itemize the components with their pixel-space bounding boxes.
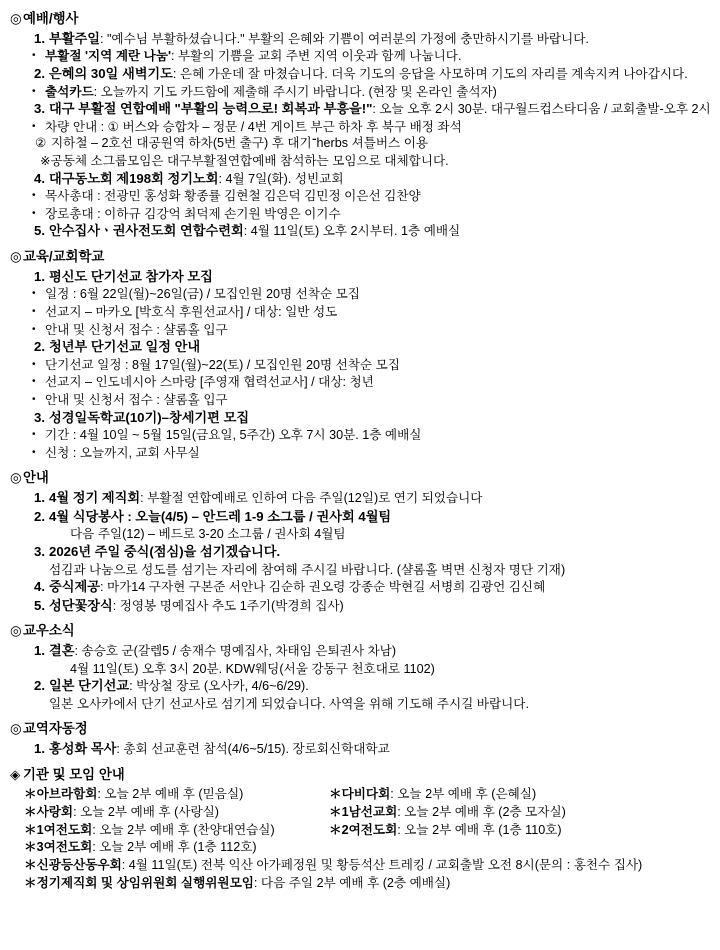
section-education [10, 248, 712, 461]
detail-line: 다음 주일(12) – 베드로 3-20 소그룹 / 권사회 4월팀 [70, 527, 346, 542]
section-heading: ◎교우소식 [10, 623, 75, 639]
list-item: 5. 성단꽃장식: 정영봉 명예집사 추도 1주기(박경희 집사) [34, 597, 344, 613]
sub-item: • 목사총대 : 전광민 홍성화 황종률 김현철 김은덕 김민정 이은선 김찬양 [32, 189, 421, 204]
bullet-icon: • [32, 323, 36, 335]
detail-line: 4월 11일(토) 오후 3시 20분. KDW웨딩(서울 강동구 천호대로 1102) [70, 661, 435, 676]
list-item: 1. 4월 정기 제직회: 부활절 연합예배로 인하여 다음 주일(12일)로 연기 되었습니다 [34, 490, 483, 506]
list-item: 3. 대구 부활절 연합예배 "부활의 능력으로! 회복과 부흥을!": 오늘 오후 2시 30분. 대구월드컵스타디움 / 교회출발-오후 2시 [34, 101, 711, 117]
list-item: 5. 안수집사ㆍ권사전도회 연합수련회: 4월 11일(토) 오후 2시부터. 1층 예배실 [34, 223, 461, 239]
section-organizations [10, 766, 712, 891]
org-row: ＊1여전도회 : 오늘 2부 예배 후 (찬양대연습실) ＊2여전도회 : 오늘 2부 예배 후 (1층 110호) [24, 822, 562, 837]
list-item: 4. 대구동노회 제198회 정기노회: 4월 7일(화). 성빈교회 [34, 170, 344, 186]
diamond-icon: ◎ [10, 721, 22, 737]
circled-number-icon: ② [35, 136, 47, 151]
sub-item: • 출석카드: 오늘까지 기도 카드함에 제출해 주시기 바랍니다. (현장 및 온라인 출석자) [32, 84, 497, 99]
sub-item: • 기간 : 4월 10일 ~ 5월 15일(금요일, 5주간) 오후 7시 30분. 1층 예배실 [32, 428, 422, 443]
list-item: 2. 4월 식당봉사 : 오늘(4/5) – 안드레 1-9 소그룹 / 권사회 4월팀 [34, 508, 392, 524]
bullet-icon: • [32, 120, 36, 132]
sub-item: • 안내 및 신청서 접수 : 샬롬홀 입구 [32, 392, 228, 407]
bullet-icon: • [32, 393, 36, 405]
org-row: ＊사랑회 : 오늘 2부 예배 후 (사랑실) ＊1남선교회 : 오늘 2부 예배 후 (2층 모자실) [24, 805, 566, 820]
diamond-filled-icon: ◈ [10, 766, 21, 782]
diamond-icon: ◎ [10, 623, 22, 639]
bullet-icon: • [32, 50, 36, 62]
section-heading: ◎교역자동정 [10, 721, 88, 737]
detail-line: 섬김과 나눔으로 성도를 섬기는 자리에 참여해 주시길 바랍니다. (샬롬홀 벽면 신청자 명단 기재) [49, 562, 566, 577]
section-heading: ◎교육/교회학교 [10, 249, 105, 264]
list-item: 2. 청년부 단기선교 일정 안내 [34, 339, 201, 355]
section-heading: ◎안내 [10, 470, 49, 486]
list-item: 1. 평신도 단기선교 참가자 모집 [34, 268, 213, 284]
diamond-icon: ◎ [10, 470, 22, 486]
org-row: ＊3여전도회 : 오늘 2부 예배 후 (1층 112호) [24, 840, 257, 855]
org-row: ＊정기제직회 및 상임위원회 실행위원모임 : 다음 주일 2부 예배 후 (2층 예배실) [24, 875, 451, 890]
diamond-icon: ◎ [10, 11, 22, 26]
org-row: ＊신광등산동우회 : 4월 11일(토) 전북 익산 아가페정원 및 황등석산 트레킹 / 교회출발 오전 8시(문의 : 홍천수 집사) [24, 857, 643, 872]
section-worship [10, 10, 712, 240]
sub-item: • 단기선교 일정 : 8월 17일(월)~22(토) / 모집인원 20명 선착순 모집 [32, 357, 400, 372]
diamond-icon: ◎ [10, 249, 22, 264]
sub-item: • 일정 : 6월 22일(월)~26일(금) / 모집인원 20명 선착순 모집 [32, 287, 360, 302]
sub-item: • 차량 안내 : ① 버스와 승합차 – 정문 / 4번 게이트 부근 하차 후 북구 배정 좌석 [32, 119, 462, 134]
list-item: 2. 은혜의 30일 새벽기도: 은혜 가운데 잘 마쳤습니다. 더욱 기도의 응답을 사모하며 기도의 자리를 계속지켜 나아갑시다. [34, 65, 688, 81]
section-notice [10, 469, 712, 614]
bullet-icon: • [32, 358, 36, 370]
bullet-icon: • [32, 85, 36, 97]
list-item: 3. 2026년 주일 중식(점심)을 섬기겠습니다. [34, 543, 281, 559]
list-item: 2. 일본 단기선교: 박상철 장로 (오사카, 4/6~6/29). [34, 678, 309, 694]
bullet-icon: • [32, 288, 36, 300]
org-row: ＊아브라함회 : 오늘 2부 예배 후 (믿음실) ＊다비다회 : 오늘 2부 예배 후 (은혜실) [24, 787, 537, 802]
bullet-icon: • [32, 305, 36, 317]
list-item: 1. 부활주일: "예수님 부활하셨습니다." 부활의 은혜와 기쁨이 여러분의 가정에 충만하시기를 바랍니다. [34, 30, 589, 46]
sub-item: • 선교지 – 마카오 [박호식 후원선교사] / 대상: 일반 성도 [32, 304, 338, 319]
sub-item: • 신청 : 오늘까지, 교회 사무실 [32, 445, 200, 460]
list-item: 1. 홍성화 목사: 총회 선교훈련 참석(4/6~5/15). 장로회신학대학교 [34, 741, 390, 757]
bullet-icon: • [32, 429, 36, 441]
sub-item: • 장로총대 : 이하규 김강억 최덕제 손기원 박영은 이기수 [32, 206, 341, 221]
list-item: 1. 결혼: 송승호 군(갈렙5 / 송재수 명예집사, 차태임 은퇴권사 차남) [34, 643, 397, 659]
section-heading: ◈ 기관 및 모임 안내 [10, 766, 125, 782]
sub-item: ② 지하철 – 2호선 대공원역 하차(5번 출구) 후 대기־herbs 셔틀버스 이용 [35, 136, 429, 151]
list-item: 3. 성경일독학교(10기)–창세기편 모집 [34, 409, 250, 425]
bullet-icon: • [32, 190, 36, 202]
note-text: ※공동체 소그룹모임은 대구부활절연합예배 참석하는 모임으로 대체합니다. [40, 153, 449, 168]
sub-item: • 부활절 '지역 계란 나눔': 부활의 기쁨을 교회 주변 지역 이웃과 함께 나눕니다. [32, 49, 462, 64]
section-pastor-news [10, 720, 712, 757]
section-fellowship [10, 622, 712, 712]
bullet-icon: • [32, 207, 36, 219]
list-item: 4. 중식제공: 마가14 구자현 구본준 서안나 김순하 권오령 강종순 박현길 서병희 김광언 김신혜 [34, 579, 546, 595]
section-heading: ◎예배/행사 [10, 11, 79, 26]
sub-item: • 선교지 – 인도네시아 스마랑 [주영재 협력선교사] / 대상: 청년 [32, 375, 374, 390]
detail-line: 일본 오사카에서 단기 선교사로 섬기게 되었습니다. 사역을 위해 기도해 주시길 바랍니다. [49, 696, 529, 711]
bullet-icon: • [32, 376, 36, 388]
sub-item: • 안내 및 신청서 접수 : 샬롬홀 입구 [32, 322, 228, 337]
bullet-icon: • [32, 446, 36, 458]
